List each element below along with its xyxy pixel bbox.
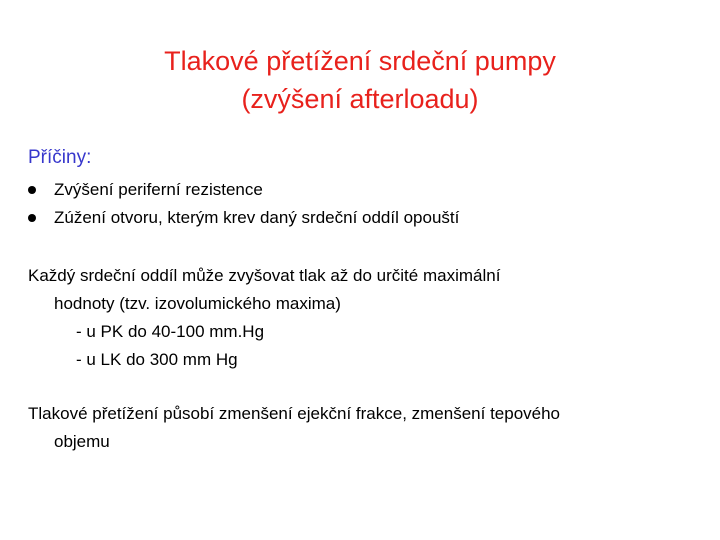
- bullet-icon: [28, 186, 36, 194]
- paragraph-line: - u LK do 300 mm Hg: [76, 350, 238, 369]
- paragraph-line: Tlakové přetížení působí zmenšení ejekční frakce, zmenšení tepového: [28, 404, 561, 423]
- slide-title: [0, 42, 720, 118]
- paragraph-line: hodnoty (tzv. izovolumického maxima): [54, 294, 341, 313]
- pressure-limit-paragraph: [28, 262, 698, 374]
- list-item-text: Zúžení otvoru, kterým krev daný srdeční oddíl opouští: [54, 208, 460, 227]
- paragraph-line: Každý srdeční oddíl může zvyšovat tlak až do určité maximální: [28, 266, 501, 285]
- list-item: [28, 176, 459, 204]
- paragraph-line: - u PK do 40-100 mm.Hg: [76, 322, 265, 341]
- list-item-text: Zvýšení periferní rezistence: [54, 180, 263, 199]
- list-item: [28, 204, 459, 232]
- causes-heading: Příčiny:: [28, 147, 92, 168]
- slide-title-line-2: (zvýšení afterloadu): [241, 84, 479, 114]
- paragraph-line: objemu: [54, 432, 110, 451]
- bullet-icon: [28, 214, 36, 222]
- slide-title-line-1: Tlakové přetížení srdeční pumpy: [164, 46, 556, 76]
- consequence-paragraph: [28, 400, 698, 456]
- causes-list: [28, 176, 459, 232]
